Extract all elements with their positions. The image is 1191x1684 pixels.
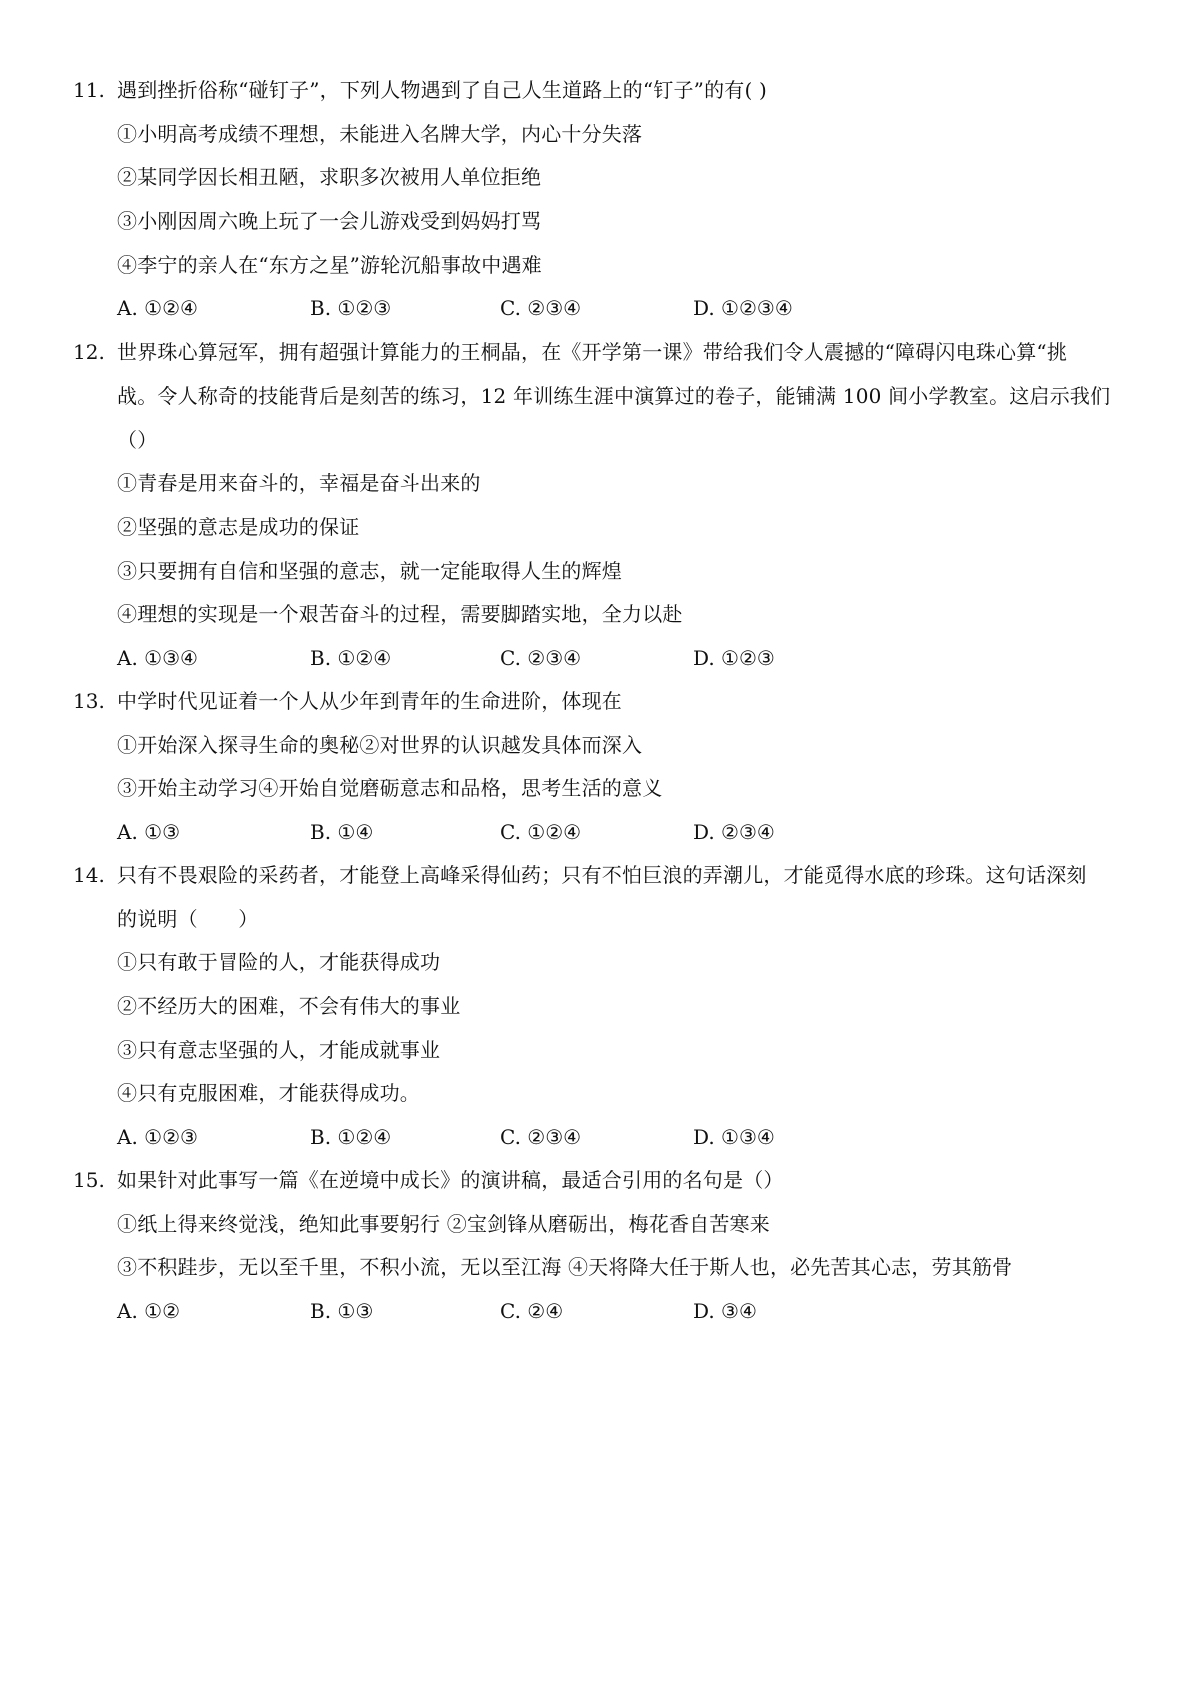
option-a: A. ①③④ xyxy=(117,646,198,670)
option-a: A. ①②③ xyxy=(117,1125,198,1149)
statement-item: ②坚强的意志是成功的保证 xyxy=(117,515,360,539)
option-a: A. ①② xyxy=(117,1299,181,1323)
statement-item: ④只有克服困难，才能获得成功。 xyxy=(117,1081,420,1105)
statement-item: ①青春是用来奋斗的，幸福是奋斗出来的 xyxy=(117,471,481,495)
option-c: C. ②④ xyxy=(500,1299,564,1323)
question-stem: 遇到挫折俗称“碰钉子”，下列人物遇到了自己人生道路上的“钉子”的有( ) xyxy=(117,78,768,102)
option-d: D. ②③④ xyxy=(693,820,775,844)
question-stem: 如果针对此事写一篇《在逆境中成长》的演讲稿，最适合引用的名句是（） xyxy=(117,1168,784,1192)
statement-item: ③不积跬步，无以至千里，不积小流，无以至江海 ④天将降大任于斯人也，必先苦其心志，劳其筋骨 xyxy=(117,1255,1013,1279)
option-a: A. ①③ xyxy=(117,820,181,844)
question-stem: 战。令人称奇的技能背后是刻苦的练习，12 年训练生涯中演算过的卷子，能铺满 100 间小学教室。这启示我们 xyxy=(117,384,1111,408)
option-c: C. ②③④ xyxy=(500,646,582,670)
statement-item: ②不经历大的困难，不会有伟大的事业 xyxy=(117,994,461,1018)
option-b: B. ①②④ xyxy=(310,1125,392,1149)
question-stem: 中学时代见证着一个人从少年到青年的生命进阶，体现在 xyxy=(117,689,622,713)
question-stem: （） xyxy=(117,428,158,452)
statement-item: ③只要拥有自信和坚强的意志，就一定能取得人生的辉煌 xyxy=(117,559,622,583)
statement-item: ④李宁的亲人在“东方之星”游轮沉船事故中遇难 xyxy=(117,253,542,277)
statement-item: ②某同学因长相丑陋，求职多次被用人单位拒绝 xyxy=(117,165,542,189)
option-c: C. ②③④ xyxy=(500,296,582,320)
option-d: D. ①②③ xyxy=(693,646,775,670)
statement-item: ③开始主动学习④开始自觉磨砺意志和品格，思考生活的意义 xyxy=(117,776,663,800)
question-number: 14. xyxy=(73,863,105,887)
statement-item: ④理想的实现是一个艰苦奋斗的过程，需要脚踏实地，全力以赴 xyxy=(117,602,683,626)
statement-item: ①纸上得来终觉浅，绝知此事要躬行 ②宝剑锋从磨砺出，梅花香自苦寒来 xyxy=(117,1212,770,1236)
option-b: B. ①②③ xyxy=(310,296,392,320)
statement-item: ①小明高考成绩不理想，未能进入名牌大学，内心十分失落 xyxy=(117,122,643,146)
option-a: A. ①②④ xyxy=(117,296,198,320)
question-number: 11. xyxy=(73,78,105,102)
option-d: D. ①③④ xyxy=(693,1125,775,1149)
option-d: D. ①②③④ xyxy=(693,296,793,320)
option-c: C. ①②④ xyxy=(500,820,582,844)
statement-item: ③小刚因周六晚上玩了一会儿游戏受到妈妈打骂 xyxy=(117,209,542,233)
question-number: 15. xyxy=(73,1168,105,1192)
option-b: B. ①③ xyxy=(310,1299,374,1323)
statement-item: ①开始深入探寻生命的奥秘②对世界的认识越发具体而深入 xyxy=(117,733,643,757)
option-b: B. ①④ xyxy=(310,820,374,844)
option-b: B. ①②④ xyxy=(310,646,392,670)
question-stem: 的说明（ ） xyxy=(117,907,259,931)
statement-item: ①只有敢于冒险的人，才能获得成功 xyxy=(117,950,441,974)
option-c: C. ②③④ xyxy=(500,1125,582,1149)
question-number: 13. xyxy=(73,689,105,713)
option-d: D. ③④ xyxy=(693,1299,757,1323)
question-stem: 世界珠心算冠军，拥有超强计算能力的王桐晶，在《开学第一课》带给我们令人震撼的“障碍闪电珠心算“挑 xyxy=(117,340,1068,364)
question-number: 12. xyxy=(73,340,105,364)
question-stem: 只有不畏艰险的采药者，才能登上高峰采得仙药；只有不怕巨浪的弄潮儿，才能觅得水底的珍珠。这句话深刻 xyxy=(117,863,1087,887)
statement-item: ③只有意志坚强的人，才能成就事业 xyxy=(117,1038,441,1062)
